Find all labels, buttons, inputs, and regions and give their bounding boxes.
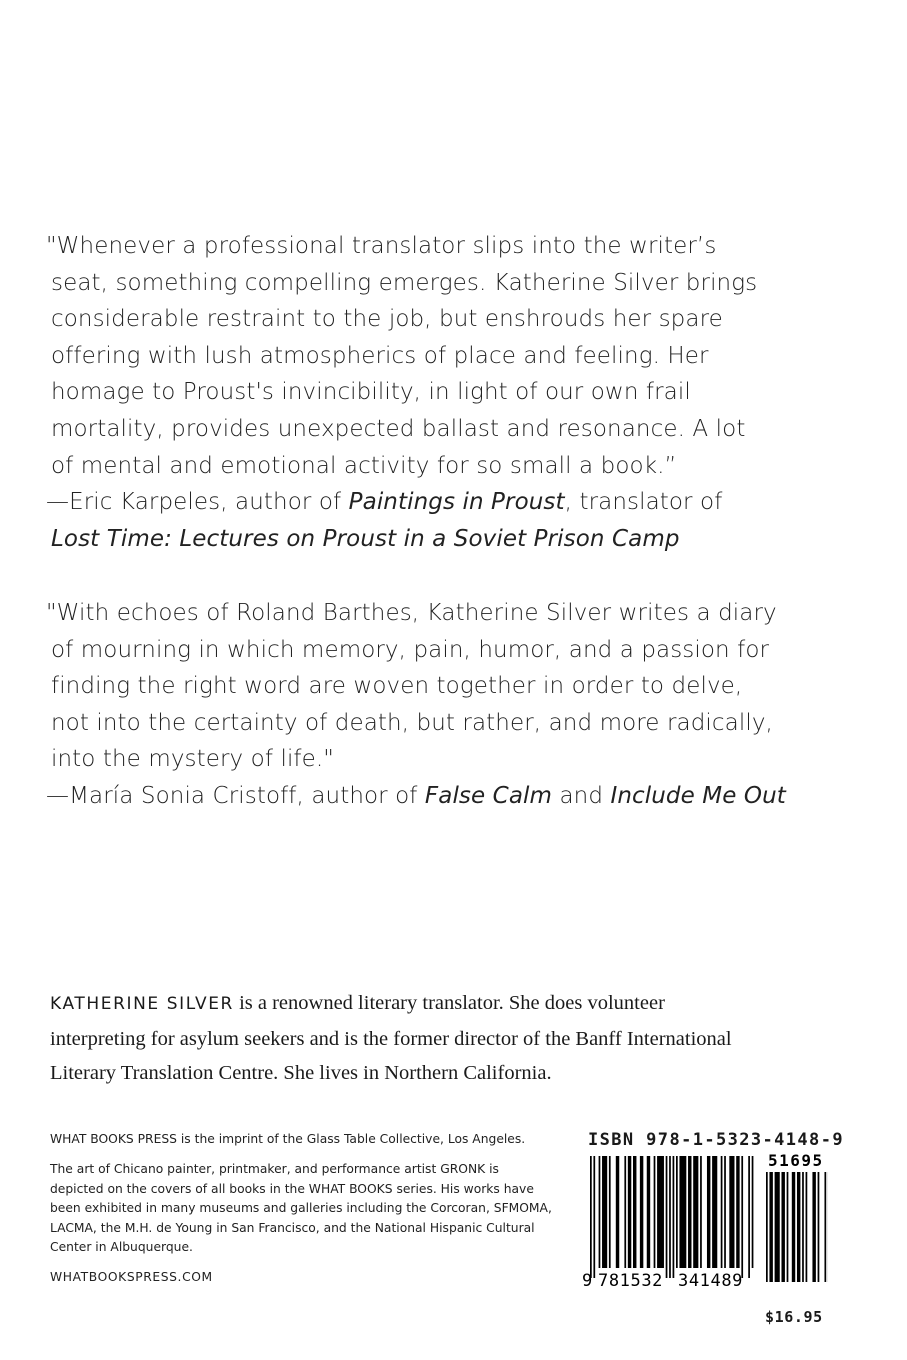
bio-line: interpreting for asylum seekers and is the former director of the Banff International xyxy=(50,1027,732,1050)
barcode-addon-digits: 51695 xyxy=(768,1151,824,1170)
barcode-bar xyxy=(647,1156,650,1268)
barcode-bar xyxy=(812,1172,815,1282)
barcode-bar xyxy=(769,1172,772,1282)
book-title: False Calm xyxy=(424,782,553,809)
quote-line: seat, something compelling emerges. Katherine Silver brings xyxy=(51,269,758,296)
barcode-bar xyxy=(700,1156,702,1268)
attribution-author: —María Sonia Cristoff, author of xyxy=(46,782,425,809)
barcode-bar xyxy=(602,1156,607,1268)
barcode-bar xyxy=(802,1172,804,1282)
barcode-bar xyxy=(676,1156,678,1268)
barcode-bar xyxy=(824,1172,826,1282)
addon-bars xyxy=(766,1172,828,1282)
barcode-bar xyxy=(781,1172,784,1282)
quote-eric-karpeles xyxy=(46,228,757,557)
isbn-barcode xyxy=(578,1150,828,1305)
barcode-bar xyxy=(736,1156,739,1268)
barcode-bar xyxy=(624,1156,626,1268)
barcode-bar xyxy=(666,1156,668,1278)
quote-line: mortality, provides unexpected ballast and resonance. A lot xyxy=(51,415,746,442)
barcode-bar xyxy=(599,1156,601,1268)
barcode-bar xyxy=(766,1172,768,1282)
art-note-line: depicted on the covers of all books in the WHAT BOOKS series. His works have xyxy=(50,1181,534,1196)
barcode-bar xyxy=(654,1156,656,1268)
art-note-line: been exhibited in many museums and galleries including the Corcoran, SFMOMA, xyxy=(50,1201,552,1215)
barcode-lead-digit: 9 xyxy=(582,1271,593,1291)
barcode-bar xyxy=(741,1156,743,1278)
barcode-bar xyxy=(688,1156,691,1268)
author-bio xyxy=(50,986,732,1091)
bio-text: is a renowned literary translator. She does volunteer xyxy=(233,992,665,1014)
barcode-bar xyxy=(640,1156,643,1268)
barcode-bar xyxy=(616,1156,619,1268)
quote-line: finding the right word are woven together in order to delve, xyxy=(51,673,743,700)
author-name: KATHERINE SILVER xyxy=(50,994,234,1014)
quote-line: considerable restraint to the job, but enshrouds her spare xyxy=(51,306,723,333)
art-note-line: The art of Chicano painter, printmaker, and performance artist GRONK is xyxy=(50,1162,499,1176)
barcode-bar xyxy=(792,1172,795,1282)
cover-art-note xyxy=(50,1160,552,1258)
quote-line: "Whenever a professional translator slips into the writer’s xyxy=(46,233,717,259)
book-title: Paintings in Proust xyxy=(348,489,565,516)
quote-line: "With echoes of Roland Barthes, Katherine Silver writes a diary xyxy=(46,600,777,626)
quote-attribution-cont xyxy=(46,521,757,558)
barcode-bar xyxy=(721,1156,723,1268)
barcode-right-digits: 341489 xyxy=(678,1271,744,1291)
barcode-bar xyxy=(609,1156,611,1268)
quote-line: of mental and emotional activity for so small a book.” xyxy=(51,452,677,479)
barcode-bar xyxy=(724,1156,726,1268)
quote-maria-sonia-cristoff xyxy=(46,595,786,815)
quote-attribution xyxy=(46,778,786,815)
barcode-bar xyxy=(775,1172,780,1282)
attribution-text: , translator of xyxy=(564,489,723,516)
barcode-bar xyxy=(797,1172,800,1282)
imprint-note: WHAT BOOKS PRESS is the imprint of the Glass Table Collective, Los Angeles. xyxy=(50,1132,526,1146)
quote-line: not into the certainty of death, but rather, and more radically, xyxy=(51,709,773,736)
price-tag: $16.95 xyxy=(765,1308,823,1326)
barcode-bar xyxy=(748,1156,750,1278)
quote-line: offering with lush atmospherics of place and feeling. Her xyxy=(51,342,709,369)
barcode-bar xyxy=(633,1156,636,1268)
quote-line: homage to Proust's invincibility, in light of our own frail xyxy=(51,379,691,406)
quote-line: into the mystery of life." xyxy=(51,746,334,773)
art-note-line: LACMA, the M.H. de Young in San Francisco, and the National Hispanic Cultural xyxy=(50,1220,535,1235)
attribution-author: —Eric Karpeles, author of xyxy=(46,489,349,516)
barcode-bar xyxy=(669,1156,671,1278)
publisher-website: WHATBOOKSPRESS.COM xyxy=(50,1270,213,1284)
barcode-bar xyxy=(590,1156,592,1278)
book-title: Lost Time: Lectures on Proust in a Soviet Prison Camp xyxy=(51,525,680,552)
bio-line: Literary Translation Centre. She lives in Northern California. xyxy=(50,1062,552,1084)
barcode-bar xyxy=(673,1156,675,1278)
barcode-bar xyxy=(593,1156,595,1278)
book-title: Include Me Out xyxy=(610,782,786,809)
barcode-bar xyxy=(628,1156,631,1268)
barcode-bar xyxy=(657,1156,664,1268)
barcode-bar xyxy=(679,1156,686,1268)
barcode-left-digits: 781532 xyxy=(598,1271,664,1291)
quote-attribution xyxy=(46,484,757,521)
barcode-bar xyxy=(752,1156,754,1268)
barcode-bar xyxy=(712,1156,717,1268)
barcode-bar xyxy=(693,1156,698,1268)
art-note-line: Center in Albuquerque. xyxy=(50,1240,193,1254)
ean13-bars xyxy=(590,1156,753,1278)
barcode-bar xyxy=(707,1156,710,1268)
barcode-bar xyxy=(806,1172,808,1282)
isbn-label: ISBN 978-1-5323-4148-9 xyxy=(588,1130,844,1150)
barcode-bar xyxy=(729,1156,734,1268)
attribution-text: and xyxy=(552,782,611,809)
barcode-bar xyxy=(818,1172,820,1282)
quote-line: of mourning in which memory, pain, humor, and a passion for xyxy=(51,636,770,663)
bio-line xyxy=(50,986,732,1022)
barcode-bar xyxy=(787,1172,789,1282)
